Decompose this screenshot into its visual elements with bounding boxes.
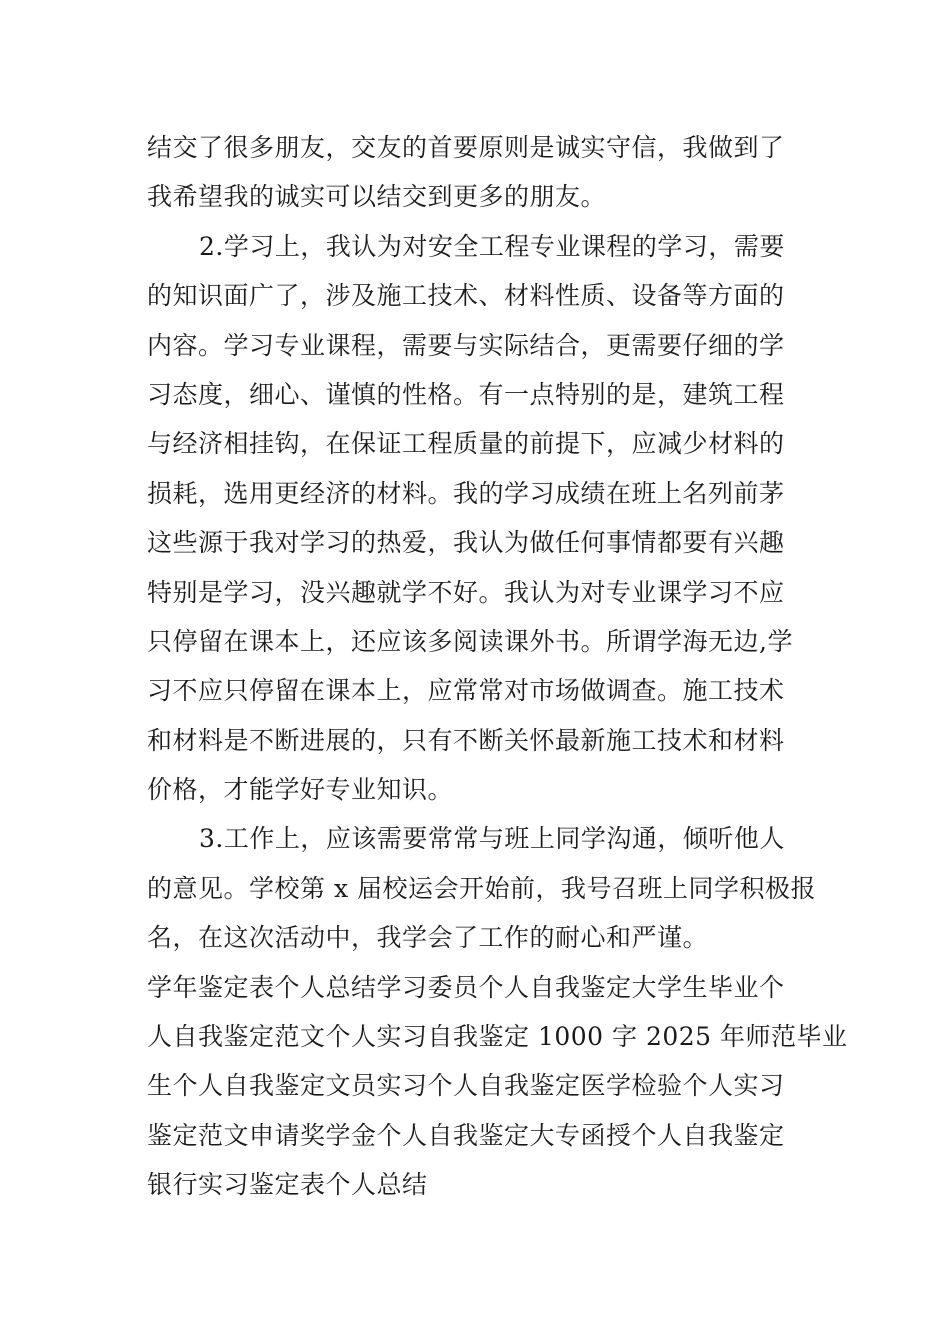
text-line: 特别是学习，没兴趣就学不好。我认为对专业课学习不应 [147,577,785,607]
text-line-indented: 2.学习上，我认为对安全工程专业课程的学习，需要 [199,231,785,261]
text-line: 只停留在课本上，还应该多阅读课外书。所谓学海无边,学 [147,626,793,656]
text-line: 的意见。学校第 x 届校运会开始前，我号召班上同学积极报 [147,873,816,903]
related-links-line: 学年鉴定表个人总结学习委员个人自我鉴定大学生毕业个 [147,972,785,1002]
text-line: 结交了很多朋友，交友的首要原则是诚实守信，我做到了 [147,133,785,162]
text-line: 这些源于我对学习的热爱，我认为做任何事情都要有兴趣 [147,528,785,558]
related-links-line: 鉴定范文申请奖学金个人自我鉴定大专函授个人自我鉴定 [147,1120,785,1150]
text-line: 损耗，选用更经济的材料。我的学习成绩在班上名列前茅 [147,478,785,508]
related-links-line: 人自我鉴定范文个人实习自我鉴定 1000 字 2025 年师范毕业 [147,1022,848,1052]
text-line: 习不应只停留在课本上，应常常对市场做调查。施工技术 [147,676,785,706]
text-line: 价格，才能学好专业知识。 [147,775,454,805]
body-text [147,123,848,1210]
text-line-indented: 3.工作上，应该需要常常与班上同学沟通，倾听他人 [199,824,785,854]
text-line: 与经济相挂钩，在保证工程质量的前提下，应减少材料的 [147,429,785,459]
text-line: 我希望我的诚实可以结交到更多的朋友。 [147,182,607,212]
text-line: 和材料是不断进展的，只有不断关怀最新施工技术和材料 [147,725,785,755]
related-links-line: 生个人自我鉴定文员实习个人自我鉴定医学检验个人实习 [147,1071,785,1101]
text-line: 习态度，细心、谨慎的性格。有一点特别的是，建筑工程 [147,379,785,409]
related-links-line: 银行实习鉴定表个人总结 [147,1170,428,1200]
text-line: 的知识面广了，涉及施工技术、材料性质、设备等方面的 [147,281,785,311]
text-line: 名，在这次活动中，我学会了工作的耐心和严谨。 [147,923,709,953]
text-line: 内容。学习专业课程，需要与实际结合，更需要仔细的学 [147,330,785,360]
